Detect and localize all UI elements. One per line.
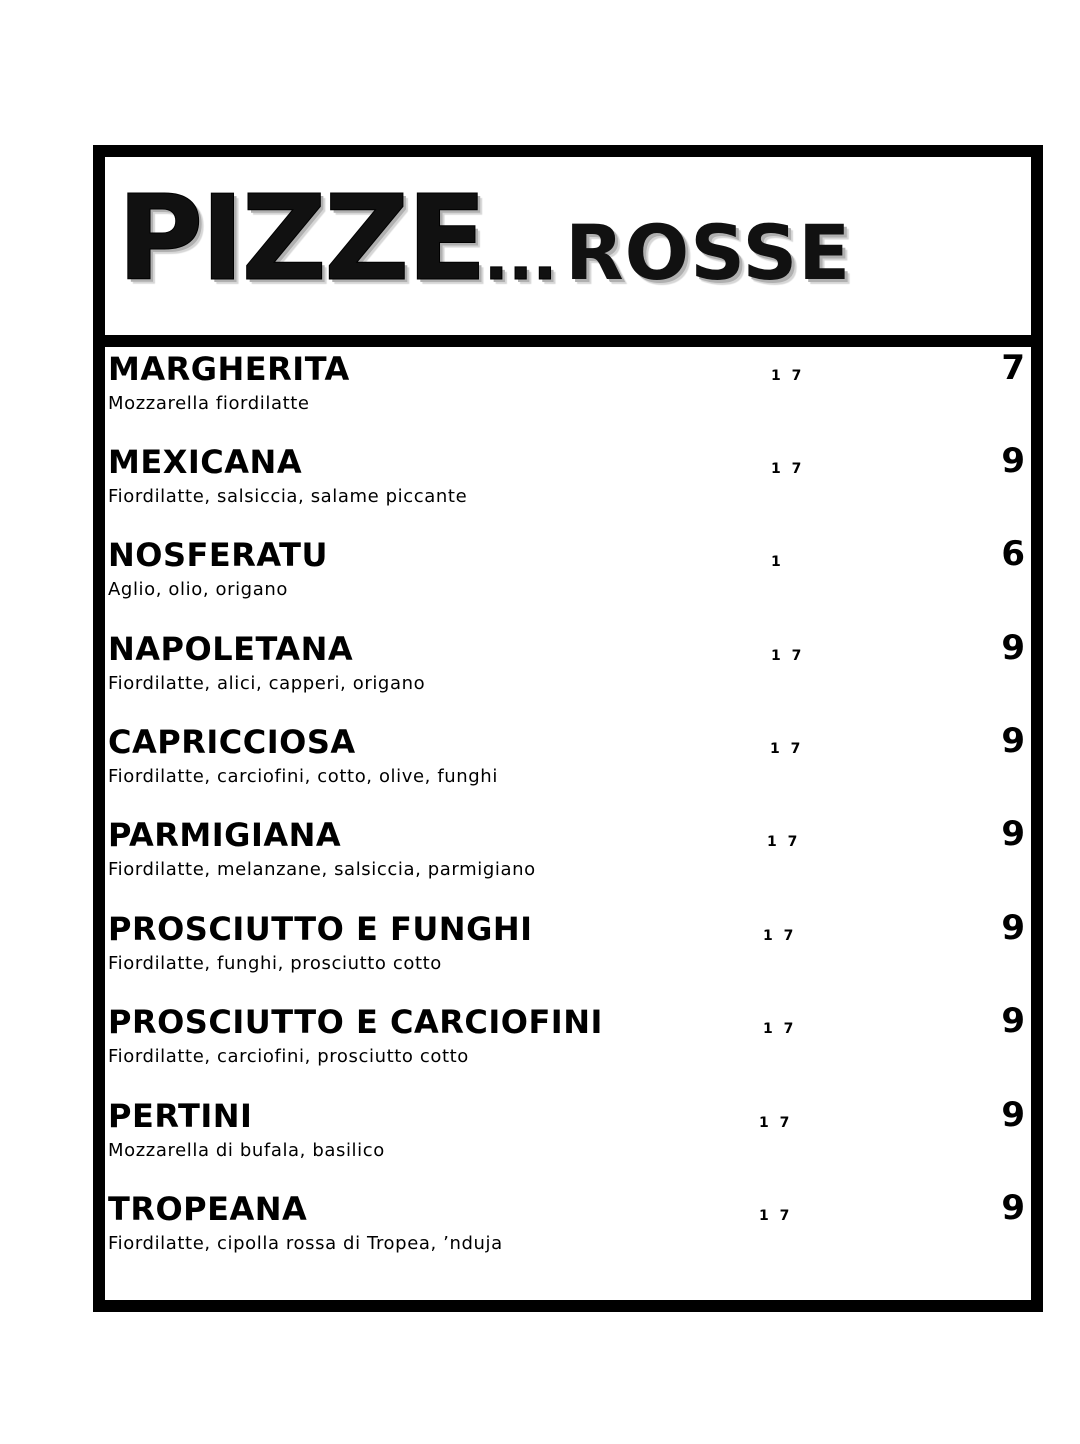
item-allergens: 1 7 [767, 834, 801, 850]
menu-item [105, 1000, 1031, 1090]
item-price: 9 [1001, 441, 1025, 481]
item-description: Aglio, olio, origano [108, 579, 288, 600]
menu-item [105, 347, 1031, 437]
menu-item [105, 533, 1031, 623]
item-allergens: 1 7 [771, 648, 805, 664]
item-price: 9 [1001, 628, 1025, 668]
item-allergens: 1 7 [771, 368, 805, 384]
menu-header [105, 157, 1031, 335]
item-price: 9 [1001, 721, 1025, 761]
item-allergens: 1 7 [759, 1115, 793, 1131]
item-name: PARMIGIANA [108, 816, 342, 854]
item-price: 9 [1001, 1188, 1025, 1228]
item-price: 7 [1001, 348, 1025, 388]
item-name: PERTINI [108, 1097, 253, 1135]
menu-item [105, 813, 1031, 903]
item-allergens: 1 7 [770, 741, 804, 757]
item-allergens: 1 [771, 554, 784, 570]
title-main: PIZZE [117, 169, 485, 307]
item-description: Fiordilatte, alici, capperi, origano [108, 673, 426, 694]
item-description: Fiordilatte, cipolla rossa di Tropea, ’nduja [108, 1233, 503, 1254]
item-allergens: 1 7 [771, 461, 805, 477]
menu-list [105, 347, 1031, 1300]
item-name: PROSCIUTTO E CARCIOFINI [108, 1003, 603, 1041]
menu-item [105, 1094, 1031, 1184]
item-allergens: 1 7 [759, 1208, 793, 1224]
item-name: TROPEANA [108, 1190, 308, 1228]
item-description: Fiordilatte, salsiccia, salame piccante [108, 486, 468, 507]
item-name: NOSFERATU [108, 536, 328, 574]
title-ellipsis: ... [484, 221, 558, 295]
menu-item [105, 440, 1031, 530]
item-description: Mozzarella di bufala, basilico [108, 1140, 385, 1161]
item-name: CAPRICCIOSA [108, 723, 356, 761]
item-price: 6 [1001, 534, 1025, 574]
item-name: PROSCIUTTO E FUNGHI [108, 910, 533, 948]
item-name: NAPOLETANA [108, 630, 354, 668]
menu-item [105, 720, 1031, 810]
item-price: 9 [1001, 1001, 1025, 1041]
item-name: MEXICANA [108, 443, 303, 481]
menu-item [105, 627, 1031, 717]
item-allergens: 1 7 [763, 1021, 797, 1037]
item-description: Fiordilatte, melanzane, salsiccia, parmigiano [108, 859, 536, 880]
item-price: 9 [1001, 1095, 1025, 1135]
menu-item [105, 907, 1031, 997]
page-title [117, 169, 852, 307]
item-description: Fiordilatte, funghi, prosciutto cotto [108, 953, 442, 974]
item-description: Fiordilatte, carciofini, prosciutto cotto [108, 1046, 469, 1067]
menu-item [105, 1187, 1031, 1277]
menu-frame [93, 145, 1043, 1312]
item-price: 9 [1001, 908, 1025, 948]
item-name: MARGHERITA [108, 350, 350, 388]
item-price: 9 [1001, 814, 1025, 854]
item-description: Fiordilatte, carciofini, cotto, olive, funghi [108, 766, 498, 787]
item-description: Mozzarella fiordilatte [108, 393, 310, 414]
item-allergens: 1 7 [763, 928, 797, 944]
title-subtitle: ROSSE [565, 208, 852, 297]
